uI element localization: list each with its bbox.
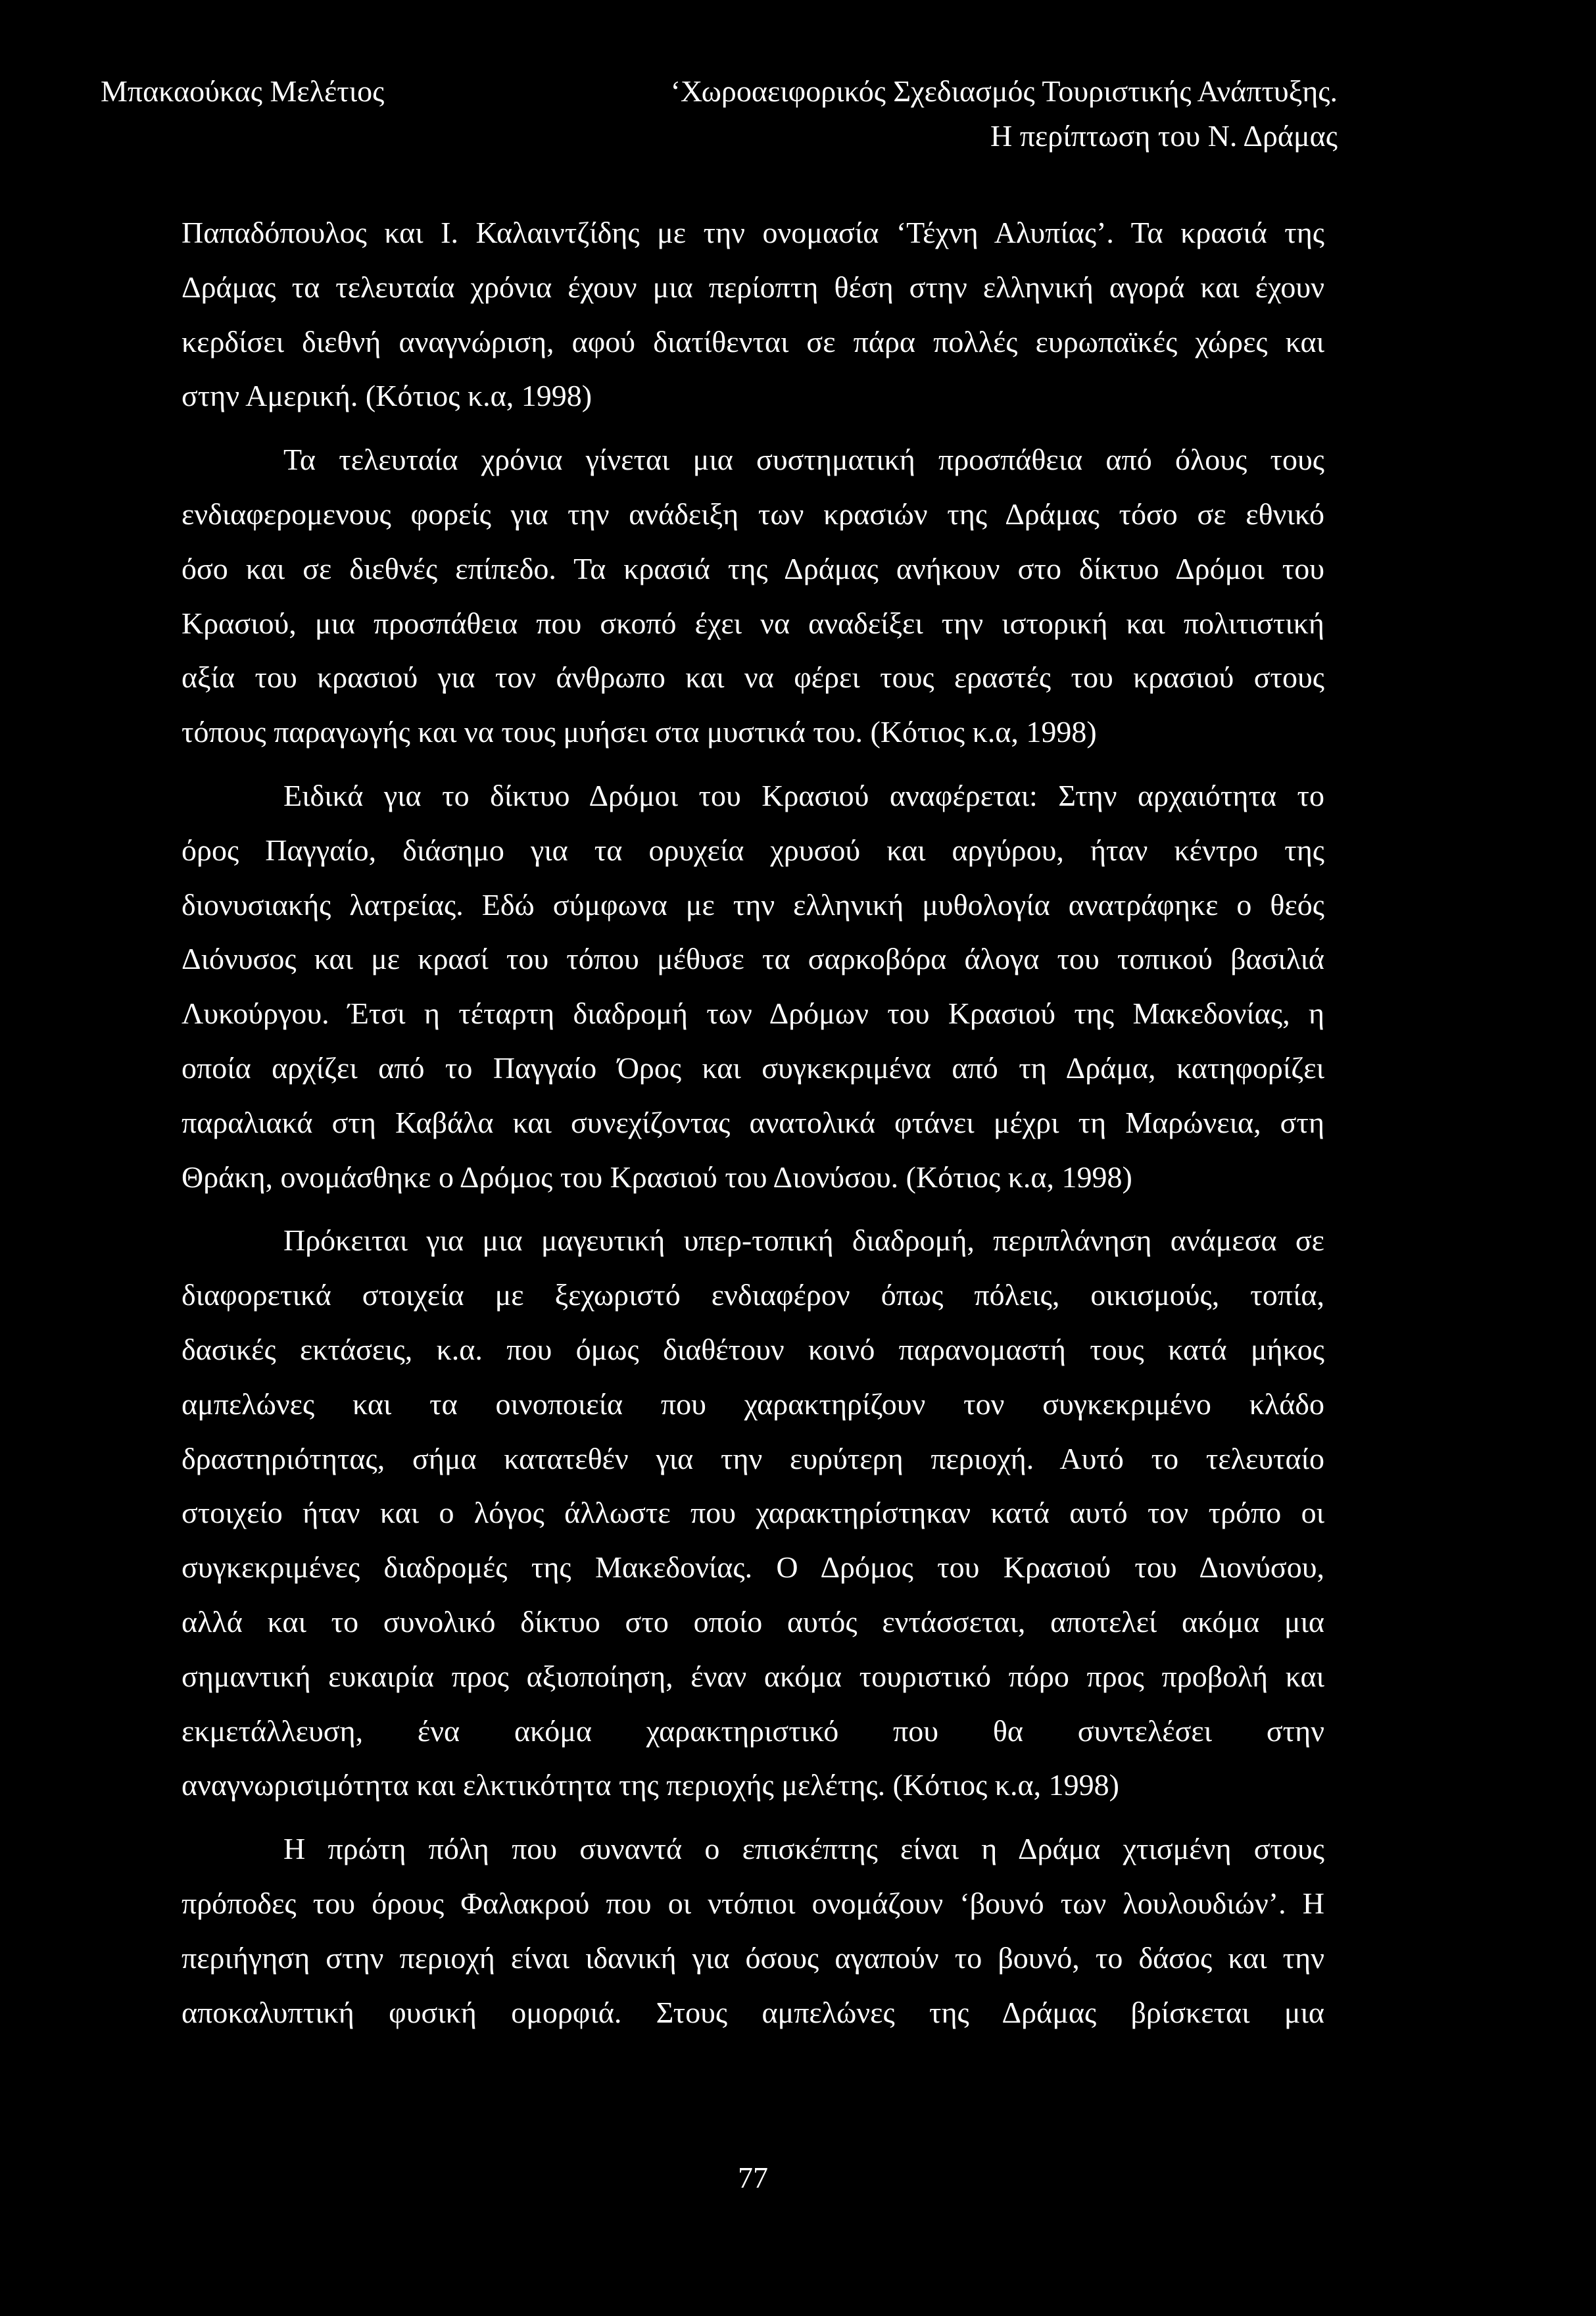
text-line: σημαντική ευκαιρία προς αξιοποίηση, έναν ακόμα τουριστικό πόρο προς προβολή και <box>181 1659 1324 1693</box>
text-line: στην Αμερική. (Κότιος κ.α, 1998) <box>181 379 592 413</box>
text-line: αλλά και το συνολικό δίκτυο στο οποίο αυτός εντάσσεται, αποτελεί ακόμα μια <box>181 1604 1324 1638</box>
text-line: Λυκούργου. Έτσι η τέταρτη διαδρομή των Δρόμων του Κρασιού της Μακεδονίας, η <box>181 997 1324 1031</box>
text-line: συγκεκριμένες διαδρομές της Μακεδονίας. Ο Δρόμος του Κρασιού του Διονύσου, <box>181 1550 1324 1585</box>
text-line: περιήγηση στην περιοχή είναι ιδανική για όσους αγαπούν το βουνό, το δάσος και την <box>181 1940 1324 1975</box>
running-header-title-line: Η περίπτωση του Ν. Δράμας <box>990 118 1338 153</box>
text-line: Τα τελευταία χρόνια γίνεται μια συστηματική προσπάθεια από όλους τους <box>283 443 1324 477</box>
paragraph <box>181 1822 1324 2040</box>
text-line: διονυσιακής λατρείας. Εδώ σύμφωνα με την ελληνική μυθολογία ανατράφηκε ο θεός <box>181 887 1324 922</box>
text-line: τόπους παραγωγής και να τους μυήσει στα μυστικά του. (Κότιος κ.α, 1998) <box>181 715 1097 749</box>
text-line: πρόποδες του όρους Φαλακρού που οι ντόπιοι ονομάζουν ‘βουνό των λουλουδιών’. Η <box>181 1886 1324 1920</box>
text-line: Ειδικά για το δίκτυο Δρόμοι του Κρασιού αναφέρεται: Στην αρχαιότητα το <box>283 778 1324 812</box>
text-line: στοιχείο ήταν και ο λόγος άλλωστε που χαρακτηρίστηκαν κατά αυτό τον τρόπο οι <box>181 1496 1324 1530</box>
text-line: αμπελώνες και τα οινοποιεία που χαρακτηρίζουν τον συγκεκριμένο κλάδο <box>181 1387 1324 1421</box>
text-line: όσο και σε διεθνές επίπεδο. Τα κρασιά της Δράμας ανήκουν στο δίκτυο Δρόμοι του <box>181 551 1324 585</box>
text-line: Θράκη, ονομάσθηκε ο Δρόμος του Κρασιού του Διονύσου. (Κότιος κ.α, 1998) <box>181 1160 1132 1194</box>
page-number: 77 <box>738 2161 768 2194</box>
text-line: Κρασιού, μια προσπάθεια που σκοπό έχει να αναδείξει την ιστορική και πολιτιστική <box>181 606 1324 640</box>
text-line: Παπαδόπουλος και Ι. Καλαιντζίδης με την ονομασία ‘Τέχνη Αλυπίας’. Τα κρασιά της <box>181 216 1324 249</box>
running-header-title-line: ‘Χωροαειφορικός Σχεδιασμός Τουριστικής Ανάπτυξης. <box>670 74 1338 108</box>
text-line: οποία αρχίζει από το Παγγαίο Όρος και συγκεκριμένα από τη Δράμα, κατηφορίζει <box>181 1050 1324 1085</box>
text-line: Η πρώτη πόλη που συναντά ο επισκέπτης είναι η Δράμα χτισμένη στους <box>283 1832 1324 1866</box>
text-line: Διόνυσος και με κρασί του τόπου μέθυσε τα σαρκοβόρα άλογα του τοπικού βασιλιά <box>181 942 1324 976</box>
paragraph <box>181 433 1324 760</box>
text-line: δασικές εκτάσεις, κ.α. που όμως διαθέτουν κοινό παρανομαστή τους κατά μήκος <box>181 1332 1324 1366</box>
running-header-title <box>671 69 1338 158</box>
paragraph <box>181 769 1324 1204</box>
text-line: αξία του κρασιού για τον άνθρωπο και να φέρει τους εραστές του κρασιού στους <box>181 660 1324 695</box>
text-line: παραλιακά στη Καβάλα και συνεχίζοντας ανατολικά φτάνει μέχρι τη Μαρώνεια, στη <box>181 1105 1324 1139</box>
text-line: όρος Παγγαίο, διάσημο για τα ορυχεία χρυσού και αργύρου, ήταν κέντρο της <box>181 833 1324 867</box>
text-line: διαφορετικά στοιχεία με ξεχωριστό ενδιαφέρον όπως πόλεις, οικισμούς, τοπία, <box>181 1278 1324 1312</box>
text-line: κερδίσει διεθνή αναγνώριση, αφού διατίθενται σε πάρα πολλές ευρωπαϊκές χώρες και <box>181 324 1324 358</box>
text-line: ενδιαφερομενους φορείς για την ανάδειξη των κρασιών της Δράμας τόσο σε εθνικό <box>181 497 1324 531</box>
text-line: εκμετάλλευση, ένα ακόμα χαρακτηριστικό που θα συντελέσει στην <box>181 1713 1324 1748</box>
body-text <box>181 206 1324 2040</box>
paragraph <box>181 206 1324 424</box>
text-line: αποκαλυπτική φυσική ομορφιά. Στους αμπελώνες της Δράμας βρίσκεται μια <box>181 1995 1324 2029</box>
running-header-author: Μπακαούκας Μελέτιος <box>101 74 385 108</box>
text-line: αναγνωρισιμότητα και ελκτικότητα της περιοχής μελέτης. (Κότιος κ.α, 1998) <box>181 1768 1119 1802</box>
text-line: Δράμας τα τελευταία χρόνια έχουν μια περίοπτη θέση στην ελληνική αγορά και έχουν <box>181 270 1324 304</box>
paragraph <box>181 1214 1324 1813</box>
text-line: δραστηριότητας, σήμα κατατεθέν για την ευρύτερη περιοχή. Αυτό το τελευταίο <box>181 1441 1324 1475</box>
text-line: Πρόκειται για μια μαγευτική υπερ-τοπική διαδρομή, περιπλάνηση ανάμεσα σε <box>283 1223 1324 1258</box>
